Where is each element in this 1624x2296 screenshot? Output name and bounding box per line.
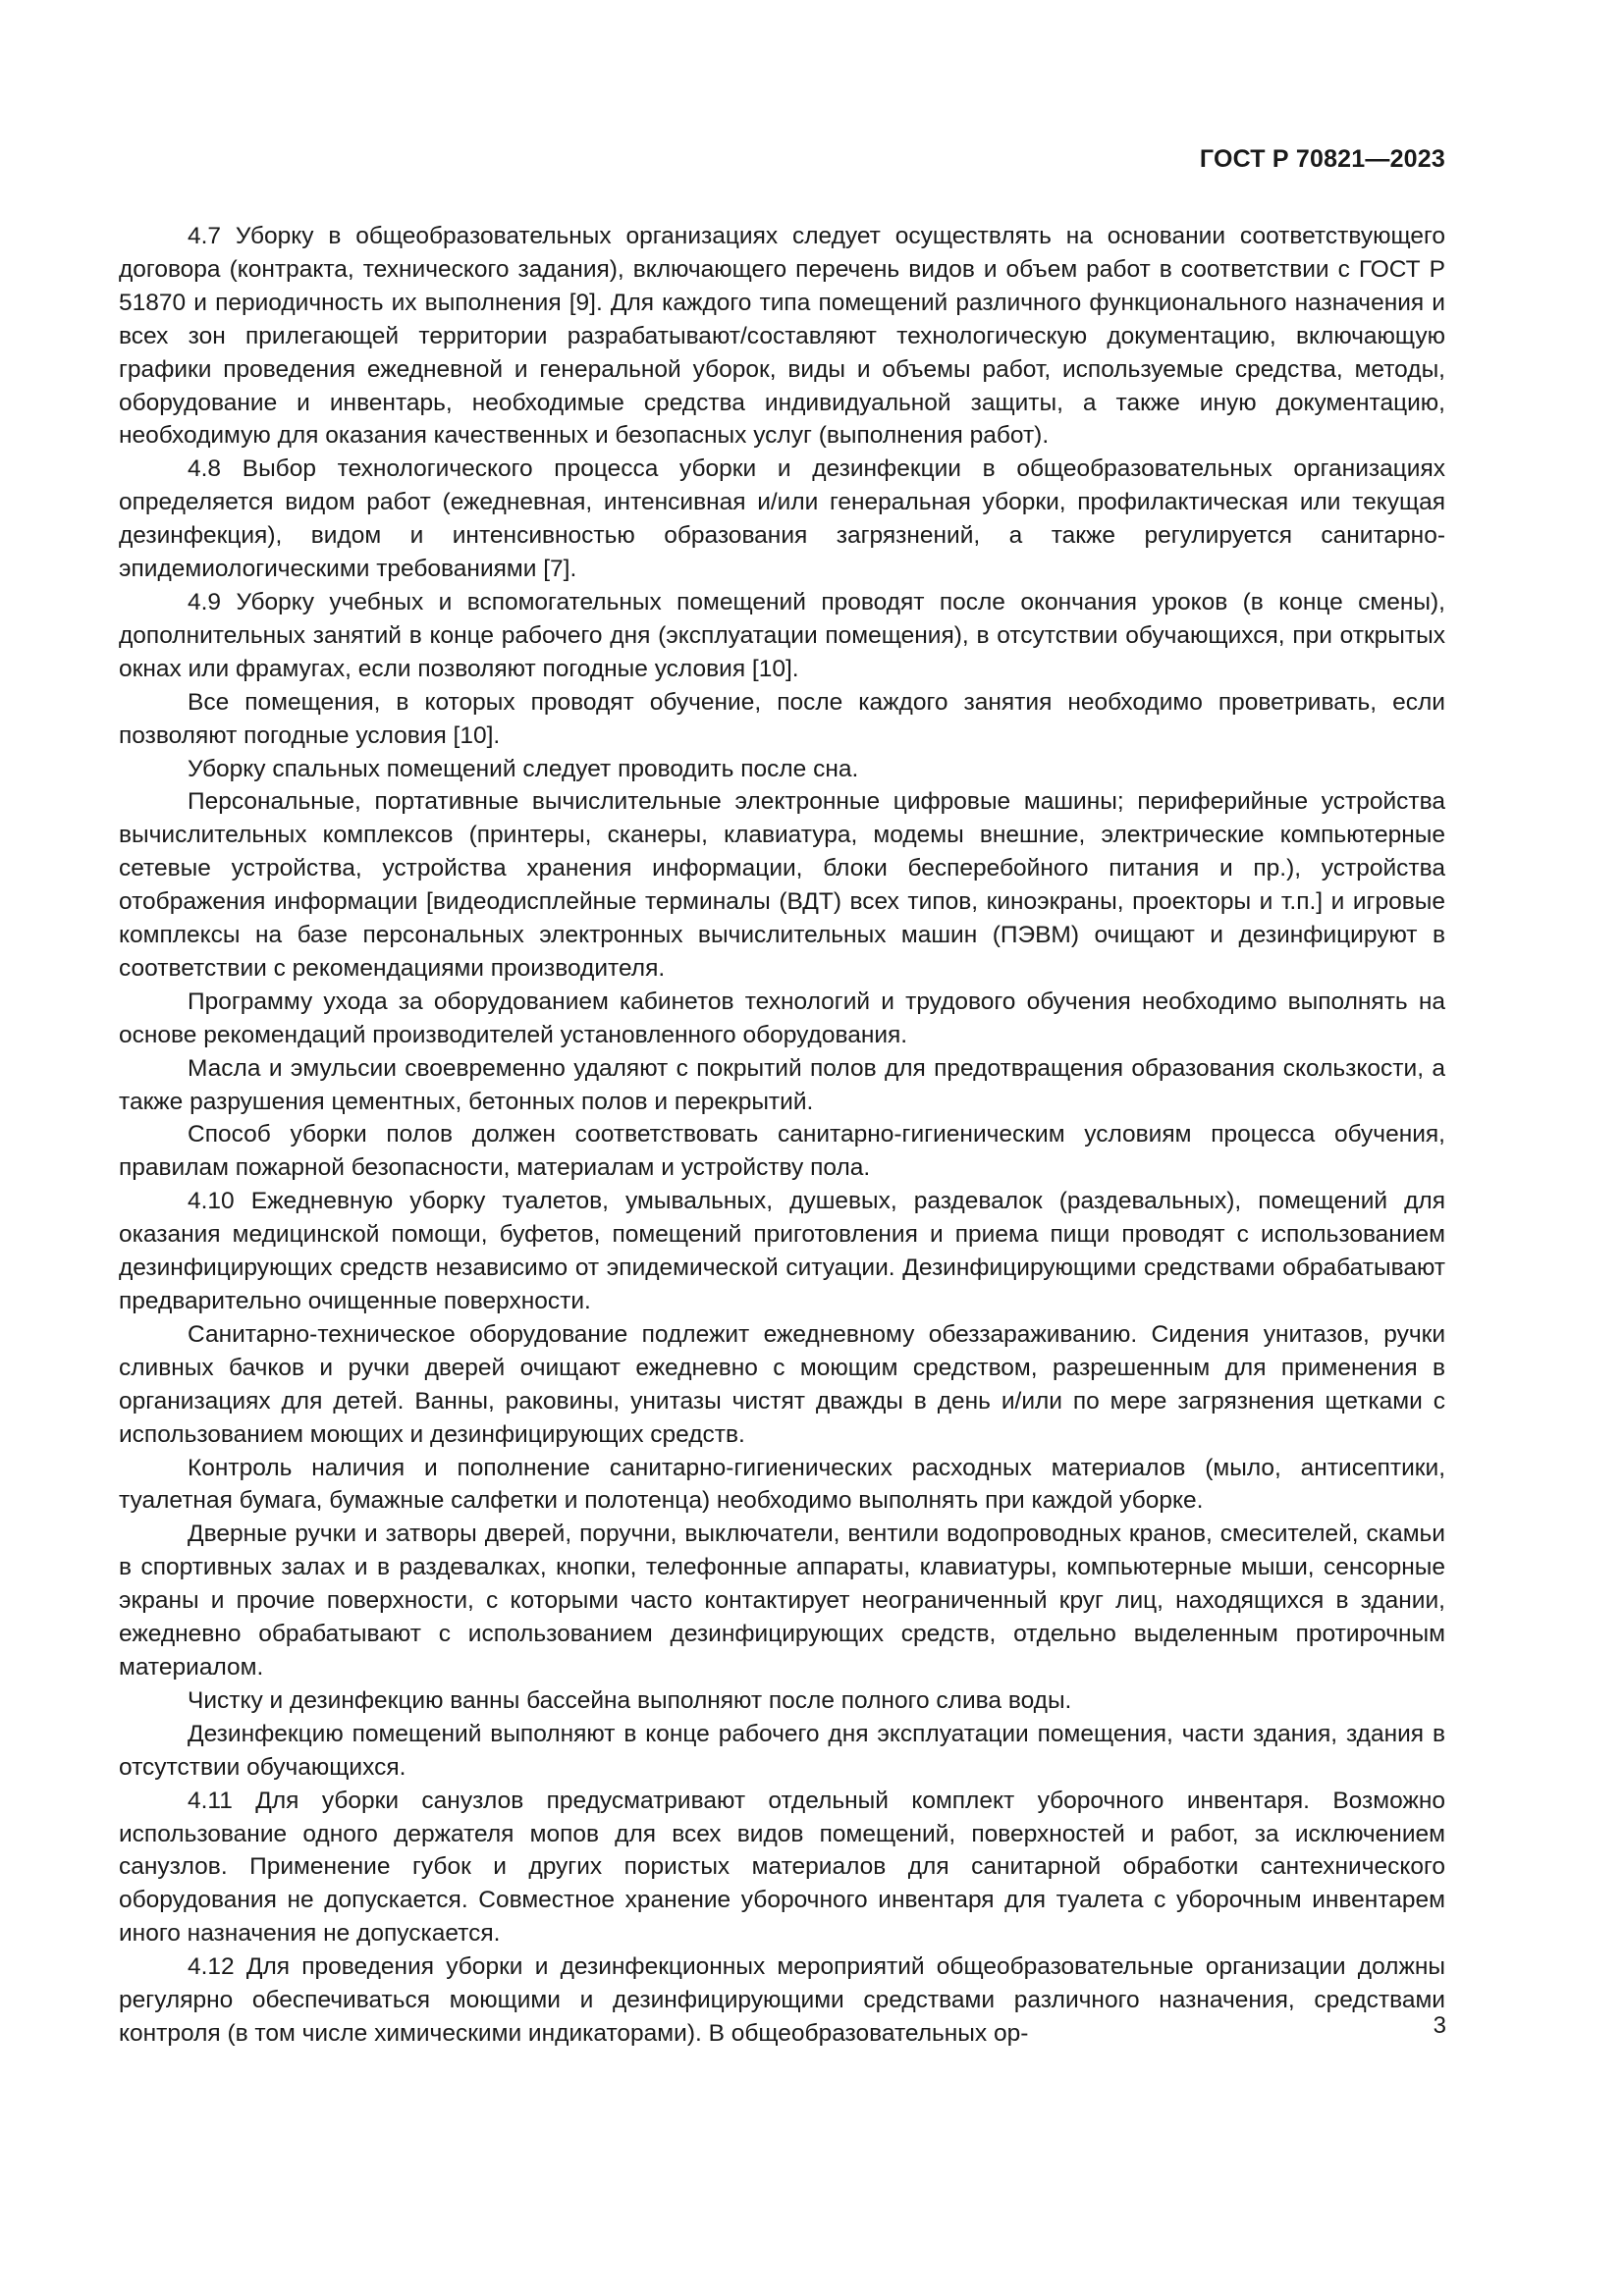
- paragraph-contact-surfaces: Дверные ручки и затворы дверей, поручни, выключатели, вентили водопроводных кранов, смесителей, скамьи в спортивных залах и в раздевалках, кнопки, телефонные аппараты, клавиатуры, компьютерные мыши, сенсорные экраны и прочие поверхности, с которыми часто контактирует неограниченный круг лиц, находящихся в здании, ежедневно обрабатывают с использованием дезинфицирующих средств, отдельно выделенным протирочным материалом.: [119, 1521, 1445, 1681]
- paragraph-technology-rooms: Программу ухода за оборудованием кабинетов технологий и трудового обучения необходимо выполнять на основе рекомендаций производителей установленного оборудования.: [119, 988, 1445, 1048]
- paragraph-oils-emulsions: Масла и эмульсии своевременно удаляют с покрытий полов для предотвращения образования скользкости, а также разрушения цементных, бетонных полов и перекрытий.: [119, 1054, 1445, 1115]
- paragraph-computers: Персональные, портативные вычислительные электронные цифровые машины; периферийные устройства вычислительных комплексов (принтеры, сканеры, клавиатура, модемы внешние, электрические компьютерные сетевые устройства, устройства хранения информации, блоки бесперебойного питания и пр.), устройства отображения информации [видеодисплейные терминалы (ВДТ) всех типов, киноэкраны, проекторы и т.п.] и игровые комплексы на базе персональных электронных вычислительных машин (ПЭВМ) очищают и дезинфицируют в соответствии с рекомендациями производителя.: [119, 788, 1445, 982]
- paragraph-4-12: 4.12 Для проведения уборки и дезинфекционных мероприятий общеобразовательные организации должны регулярно обеспечиваться моющими и дезинфицирующими средствами различного назначения, средствами контроля (в том числе химическими индикаторами). В общеобразовательных ор-: [119, 1953, 1445, 2047]
- document-header-standard-id: ГОСТ Р 70821—2023: [1199, 145, 1445, 173]
- paragraph-sanitary-equipment: Санитарно-техническое оборудование подлежит ежедневному обеззараживанию. Сидения унитазов, ручки сливных бачков и ручки дверей очищают ежедневно с моющим средством, разрешенным для применения в организациях для детей. Ванны, раковины, унитазы чистят дважды в день и/или по мере загрязнения щетками с использованием моющих и дезинфицирующих средств.: [119, 1320, 1445, 1448]
- paragraph-4-9: 4.9 Уборку учебных и вспомогательных помещений проводят после окончания уроков (в конце смены), дополнительных занятий в конце рабочего дня (эксплуатации помещения), в отсутствии обучающихся, при открытых окнах или фрамугах, если позволяют погодные условия [10].: [119, 588, 1445, 682]
- paragraph-4-7: 4.7 Уборку в общеобразовательных организациях следует осуществлять на основании соответствующего договора (контракта, технического задания), включающего перечень видов и объем работ в соответствии с ГОСТ Р 51870 и периодичность их выполнения [9]. Для каждого типа помещений различного функционального назначения и всех зон прилегающей территории разрабатывают/составляют технологическую документацию, включающую графики проведения ежедневной и генеральной уборок, виды и объемы работ, используемые средства, методы, оборудование и инвентарь, необходимые средства индивидуальной защиты, а также иную документацию, необходимую для оказания качественных и безопасных услуг (выполнения работ).: [119, 223, 1445, 450]
- paragraph-floor-cleaning: Способ уборки полов должен соответствовать санитарно-гигиеническим условиям процесса обучения, правилам пожарной безопасности, материалам и устройству пола.: [119, 1121, 1445, 1182]
- paragraph-pool: Чистку и дезинфекцию ванны бассейна выполняют после полного слива воды.: [188, 1686, 1072, 1714]
- paragraph-ventilation: Все помещения, в которых проводят обучение, после каждого занятия необходимо проветривать, если позволяют погодные условия [10].: [119, 688, 1445, 749]
- paragraph-consumables: Контроль наличия и пополнение санитарно-гигиенических расходных материалов (мыло, антисептики, туалетная бумага, бумажные салфетки и полотенца) необходимо выполнять при каждой уборке.: [119, 1454, 1445, 1515]
- document-body: [119, 220, 1445, 2051]
- paragraph-sleeping-rooms: Уборку спальных помещений следует проводить после сна.: [188, 755, 859, 782]
- paragraph-4-10: 4.10 Ежедневную уборку туалетов, умывальных, душевых, раздевалок (раздевальных), помещений для оказания медицинской помощи, буфетов, помещений приготовления и приема пищи проводят с использованием дезинфицирующих средств независимо от эпидемической ситуации. Дезинфицирующими средствами обрабатывают предварительно очищенные поверхности.: [119, 1188, 1445, 1314]
- page-number: 3: [1433, 2012, 1446, 2039]
- paragraph-disinfection: Дезинфекцию помещений выполняют в конце рабочего дня эксплуатации помещения, части здания, здания в отсутствии обучающихся.: [119, 1720, 1445, 1781]
- paragraph-4-8: 4.8 Выбор технологического процесса уборки и дезинфекции в общеобразовательных организациях определяется видом работ (ежедневная, интенсивная и/или генеральная уборки, профилактическая или текущая дезинфекция), видом и интенсивностью образования загрязнений, а также регулируется санитарно-эпидемиологическими требованиями [7].: [119, 455, 1445, 583]
- paragraph-4-11: 4.11 Для уборки санузлов предусматривают отдельный комплект уборочного инвентаря. Возможно использование одного держателя мопов для всех видов помещений, поверхностей и работ, за исключением санузлов. Применение губок и других пористых материалов для санитарной обработки сантехнического оборудования не допускается. Совместное хранение уборочного инвентаря для туалета с уборочным инвентарем иного назначения не допускается.: [119, 1787, 1445, 1948]
